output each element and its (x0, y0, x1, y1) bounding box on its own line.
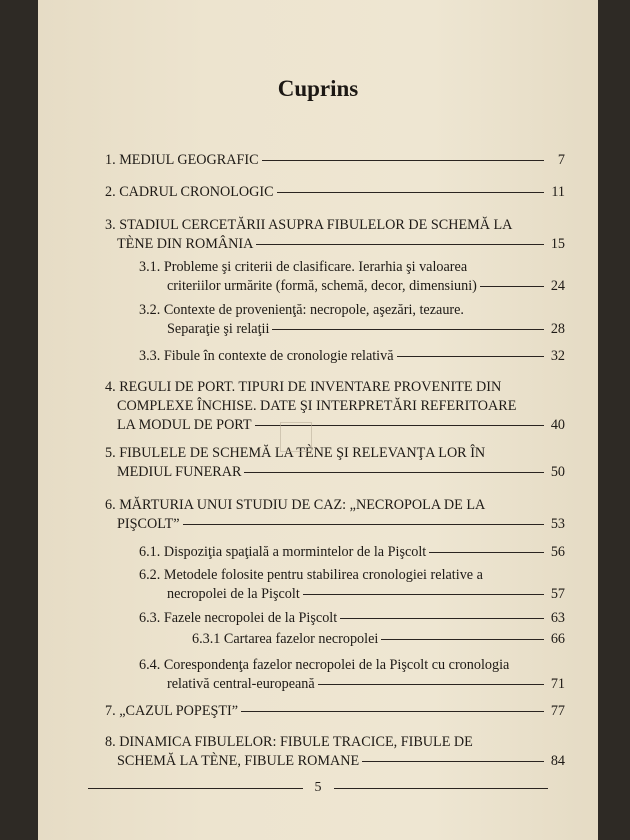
toc-entry (105, 733, 565, 771)
toc-entry-text: 6.3.1 Cartarea fazelor necropolei (192, 631, 379, 647)
toc-entry-text: LA MODUL DE PORT (117, 417, 252, 433)
toc-leader (340, 618, 544, 619)
toc-leader (256, 244, 544, 245)
toc-entry-line (105, 515, 565, 534)
toc-entry-line (139, 347, 565, 366)
toc-entry-text: necropolei de la Pişcolt (167, 586, 300, 602)
toc-entry (105, 151, 565, 170)
toc-entry (139, 301, 565, 339)
toc-entry (139, 609, 565, 628)
toc-entry-text: 8. DINAMICA FIBULELOR: FIBULE TRACICE, FIBULE DE (105, 734, 473, 750)
watermark-stamp (280, 422, 312, 452)
toc-entry-line (105, 463, 565, 482)
toc-entry-text: criteriilor urmărite (formă, schemă, decor, dimensiuni) (167, 278, 477, 294)
toc-page-number: 11 (551, 184, 565, 200)
toc-entry-text: 6.3. Fazele necropolei de la Pişcolt (139, 610, 338, 626)
toc-leader (241, 711, 544, 712)
toc-entry-text: 7. „CAZUL POPEŞTI” (105, 703, 239, 719)
toc-entry-text: 3. STADIUL CERCETĂRII ASUPRA FIBULELOR DE SCHEMĂ LA (105, 217, 513, 233)
toc-page-number: 57 (550, 586, 565, 602)
toc-leader (183, 524, 544, 525)
toc-page-number: 56 (550, 544, 565, 560)
toc-entry-text: 6.4. Corespondenţa fazelor necropolei de la Pişcolt cu cronologia (139, 657, 510, 673)
toc-page-number: 24 (550, 278, 565, 294)
toc-page-number: 15 (550, 236, 565, 252)
toc-entry-line (139, 277, 565, 296)
toc-leader (262, 160, 544, 161)
toc-page-number: 63 (550, 610, 565, 626)
toc-entry-line (105, 416, 565, 435)
page-footer (88, 780, 548, 796)
toc-leader (303, 594, 544, 595)
toc-entry-text: 6.1. Dispoziţia spaţială a mormintelor de la Pişcolt (139, 544, 427, 560)
toc-entry (139, 566, 565, 604)
toc-entry-text: MEDIUL FUNERAR (117, 464, 242, 480)
toc-entry-line (139, 656, 565, 675)
toc-entry (139, 347, 565, 366)
toc-entry-line (139, 609, 565, 628)
toc-entry-text: 3.2. Contexte de provenienţă: necropole, aşezări, tezaure. (139, 302, 464, 318)
toc-entry-line (139, 675, 565, 694)
toc-entry-line (105, 235, 565, 254)
toc-entry (139, 656, 565, 694)
footer-rule-right (334, 788, 549, 789)
toc-entry (105, 496, 565, 534)
toc-entry-text: SCHEMĂ LA TÈNE, FIBULE ROMANE (117, 753, 360, 769)
toc-page-number: 28 (550, 321, 565, 337)
toc-entry-line (139, 301, 565, 320)
toc-entry-text: 3.1. Probleme şi criterii de clasificare. Ierarhia şi valoarea (139, 259, 468, 275)
toc-entry-line (105, 444, 565, 463)
toc-page-number: 50 (550, 464, 565, 480)
toc-page-number: 66 (550, 631, 565, 647)
page-number: 5 (314, 780, 322, 795)
toc-leader (381, 639, 544, 640)
toc-entry-line (139, 320, 565, 339)
toc-entry (105, 183, 565, 202)
toc-entry-text: Separaţie şi relaţii (167, 321, 270, 337)
toc-entry-text: 6. MĂRTURIA UNUI STUDIU DE CAZ: „NECROPOLA DE LA (105, 497, 486, 513)
toc-entry-text: 6.2. Metodele folosite pentru stabilirea cronologiei relative a (139, 567, 483, 583)
toc-entry-line (139, 585, 565, 604)
toc-entry-line (139, 258, 565, 277)
toc-entry-line (105, 752, 565, 771)
toc-leader (244, 472, 544, 473)
toc-entry (139, 543, 565, 562)
book-page (38, 0, 598, 840)
toc-leader (397, 356, 544, 357)
toc-entry-line (192, 630, 565, 649)
toc-entry (105, 216, 565, 254)
toc-entry-line (105, 733, 565, 752)
toc-entry-line (105, 151, 565, 170)
footer-rule-left (88, 788, 303, 789)
toc-entry-text: 2. CADRUL CRONOLOGIC (105, 184, 274, 200)
toc-entry-text: relativă central-europeană (167, 676, 315, 692)
toc-entry (105, 702, 565, 721)
toc-entry-text: COMPLEXE ÎNCHISE. DATE ŞI INTERPRETĂRI REFERITOARE (117, 398, 517, 414)
toc-entry-line (139, 566, 565, 585)
toc-leader (272, 329, 544, 330)
toc-page-number: 32 (550, 348, 565, 364)
toc-entry-text: 3.3. Fibule în contexte de cronologie relativă (139, 348, 394, 364)
toc-entry (192, 630, 565, 649)
toc-entry-text: 4. REGULI DE PORT. TIPURI DE INVENTARE PROVENITE DIN (105, 379, 502, 395)
toc-entry-text: 1. MEDIUL GEOGRAFIC (105, 152, 259, 168)
toc-entry-text: 5. FIBULELE DE SCHEMĂ LA TÈNE ŞI RELEVANŢA LOR ÎN (105, 445, 486, 461)
toc-page-number: 77 (550, 703, 565, 719)
toc-page-number: 71 (550, 676, 565, 692)
toc-entry (139, 258, 565, 296)
toc-entry-line (105, 397, 565, 416)
toc-leader (429, 552, 544, 553)
toc-page-number: 53 (550, 516, 565, 532)
toc-leader (277, 192, 544, 193)
toc-entry-line (105, 702, 565, 721)
toc-leader (318, 684, 544, 685)
toc-entry (105, 444, 565, 482)
toc-entry-line (105, 216, 565, 235)
toc-page-number: 7 (557, 152, 565, 168)
toc-entry-line (105, 183, 565, 202)
toc-page-number: 84 (550, 753, 565, 769)
toc-entry (105, 378, 565, 435)
toc-entry-line (105, 496, 565, 515)
toc-entry-text: TÈNE DIN ROMÂNIA (117, 236, 254, 252)
toc-leader (480, 286, 544, 287)
page-title: Cuprins (277, 76, 359, 101)
toc-entry-line (105, 378, 565, 397)
toc-entry-line (139, 543, 565, 562)
toc-entry-text: PIŞCOLT” (117, 516, 180, 532)
toc-page-number: 40 (550, 417, 565, 433)
toc-leader (362, 761, 544, 762)
